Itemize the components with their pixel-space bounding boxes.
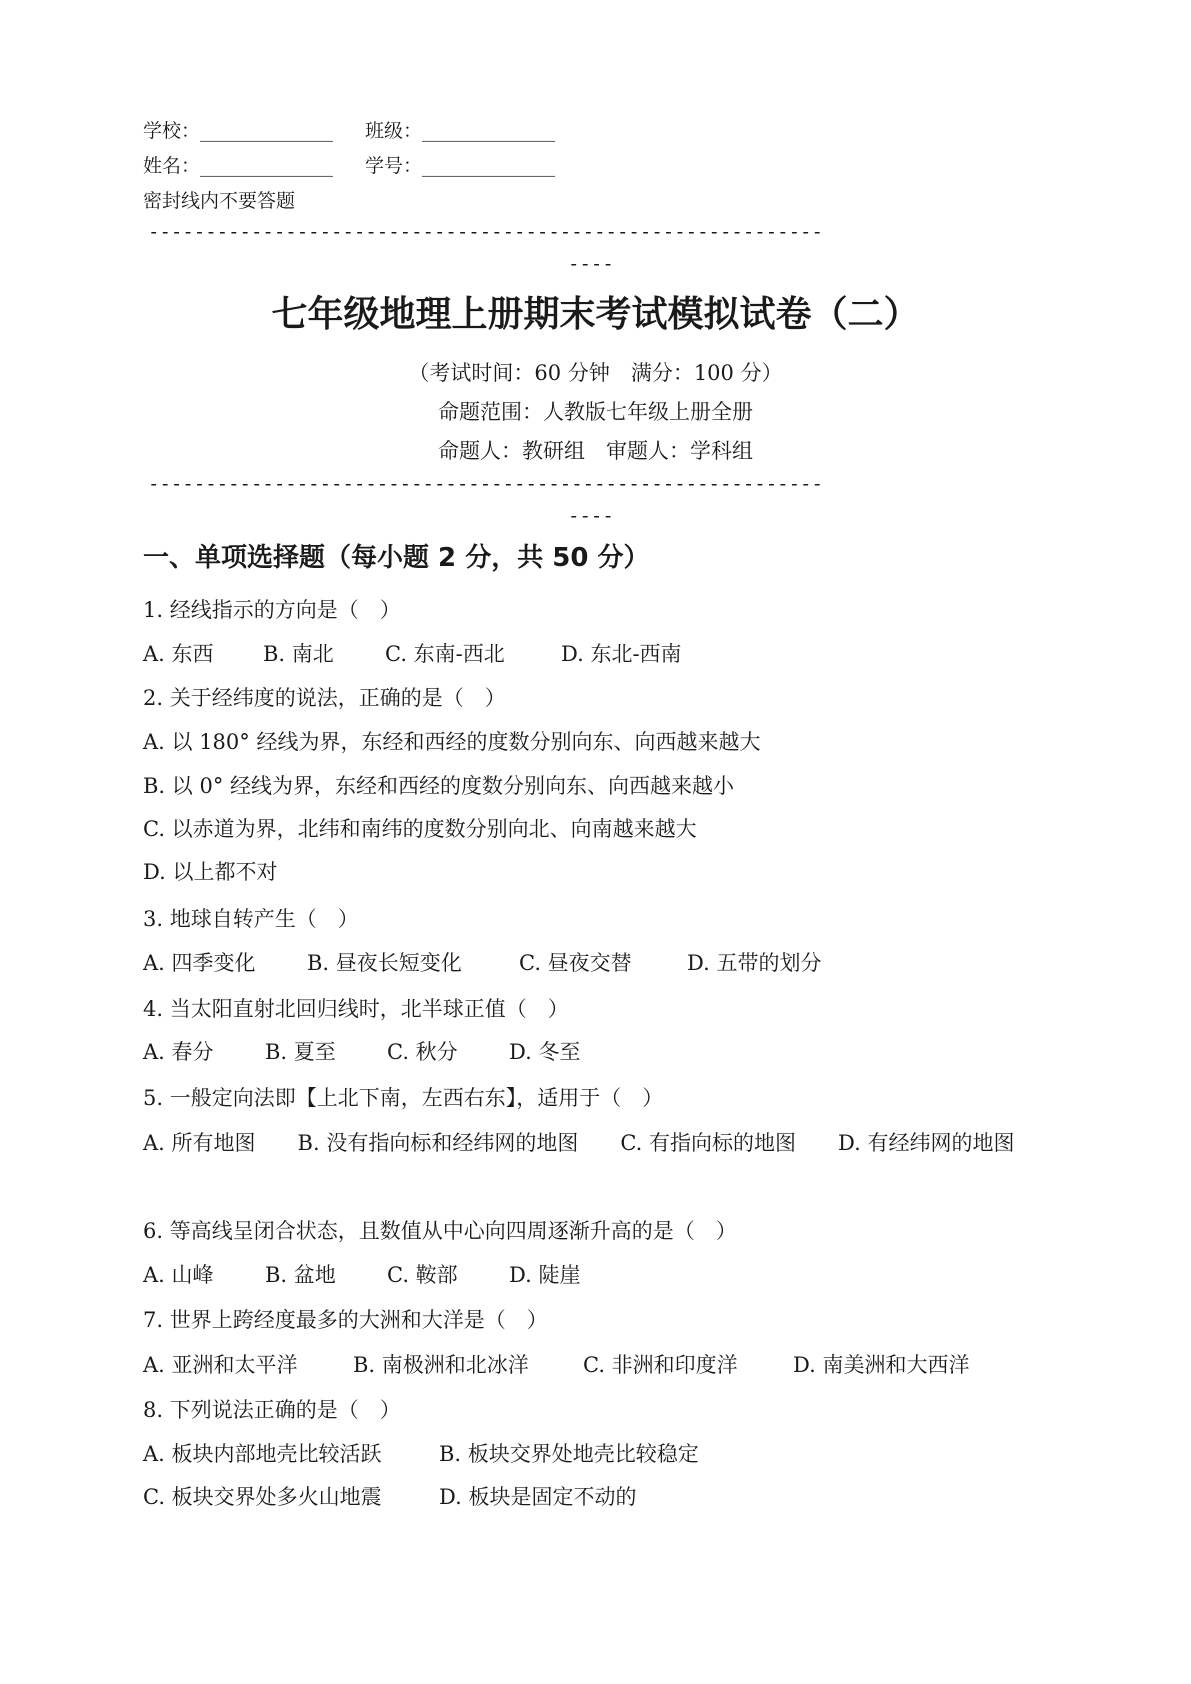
separator-line-tail: ----	[568, 253, 614, 275]
time-score-line: （考试时间：60 分钟 满分：100 分）	[408, 361, 783, 385]
question-options	[143, 1037, 580, 1067]
option[interactable]: D. 冬至	[509, 1040, 581, 1064]
option[interactable]: C. 秋分	[387, 1040, 458, 1064]
option[interactable]: A. 山峰	[143, 1263, 214, 1287]
question-stem: 5. 一般定向法即【上北下南，左西右东】，适用于（ ）	[143, 1086, 664, 1110]
school-row	[143, 116, 333, 143]
question-stem: 7. 世界上跨经度最多的大洲和大洋是（ ）	[143, 1308, 548, 1332]
option[interactable]: C. 东南-西北	[385, 642, 505, 666]
option[interactable]: C. 鞍部	[387, 1263, 458, 1287]
option[interactable]: C. 以赤道为界，北纬和南纬的度数分别向北、向南越来越大	[143, 817, 697, 841]
id-blank[interactable]: ______________	[422, 155, 556, 177]
option[interactable]: D. 陡崖	[509, 1263, 581, 1287]
option[interactable]: A. 东西	[143, 642, 214, 666]
option[interactable]: C. 有指向标的地图	[620, 1131, 796, 1155]
option[interactable]: B. 没有指向标和经纬网的地图	[297, 1131, 579, 1155]
option[interactable]: B. 以 0° 经线为界，东经和西经的度数分别向东、向西越来越小	[143, 774, 734, 798]
option[interactable]: A. 四季变化	[143, 951, 256, 975]
id-row	[365, 151, 555, 178]
option[interactable]: C. 非洲和印度洋	[583, 1353, 738, 1377]
id-label: 学号：	[365, 155, 423, 177]
option[interactable]: B. 南极洲和北冰洋	[353, 1353, 529, 1377]
question-stem: 4. 当太阳直射北回归线时，北半球正值（ ）	[143, 997, 569, 1021]
option[interactable]: A. 所有地图	[143, 1131, 256, 1155]
section-heading: 一、单项选择题（每小题 2 分，共 50 分）	[143, 543, 650, 573]
option[interactable]: D. 南美洲和大西洋	[793, 1353, 970, 1377]
option[interactable]: A. 春分	[143, 1040, 214, 1064]
option[interactable]: A. 板块内部地壳比较活跃	[143, 1442, 382, 1466]
option[interactable]: D. 板块是固定不动的	[439, 1485, 637, 1509]
option[interactable]: B. 夏至	[265, 1040, 336, 1064]
separator-line: -----------------------------------------------------------	[148, 221, 823, 243]
question-options	[143, 948, 821, 978]
question-options	[143, 1121, 1063, 1165]
option[interactable]: D. 五带的划分	[687, 951, 822, 975]
question-options	[143, 639, 682, 669]
name-label: 姓名：	[143, 155, 201, 177]
school-label: 学校：	[143, 120, 201, 142]
exam-title: 七年级地理上册期末考试模拟试卷（二）	[271, 294, 920, 335]
option[interactable]: B. 盆地	[265, 1263, 336, 1287]
separator-line-tail: ----	[568, 505, 614, 527]
name-row	[143, 151, 333, 178]
option[interactable]: D. 东北-西南	[561, 642, 682, 666]
option[interactable]: B. 南北	[263, 642, 334, 666]
name-blank[interactable]: ______________	[200, 155, 334, 177]
authors-line: 命题人：教研组 审题人：学科组	[438, 439, 753, 463]
question-options	[143, 1350, 969, 1380]
option[interactable]: B. 板块交界处地壳比较稳定	[439, 1442, 699, 1466]
question-stem: 2. 关于经纬度的说法，正确的是（ ）	[143, 686, 506, 710]
school-blank[interactable]: ______________	[200, 120, 334, 142]
question-stem: 1. 经线指示的方向是（ ）	[143, 598, 401, 622]
option[interactable]: A. 亚洲和太平洋	[143, 1353, 298, 1377]
option[interactable]: D. 有经纬网的地图	[838, 1131, 1015, 1155]
class-row	[365, 116, 555, 143]
option[interactable]: A. 以 180° 经线为界，东经和西经的度数分别向东、向西越来越大	[143, 730, 761, 754]
scope-line: 命题范围：人教版七年级上册全册	[438, 400, 753, 424]
class-blank[interactable]: ______________	[422, 120, 556, 142]
separator-line: -----------------------------------------------------------	[148, 473, 823, 495]
question-stem: 6. 等高线呈闭合状态，且数值从中心向四周逐渐升高的是（ ）	[143, 1219, 737, 1243]
question-options	[143, 1260, 580, 1290]
question-stem: 8. 下列说法正确的是（ ）	[143, 1398, 401, 1422]
option[interactable]: C. 板块交界处多火山地震	[143, 1485, 382, 1509]
question-options	[143, 1482, 636, 1512]
question-stem: 3. 地球自转产生（ ）	[143, 907, 359, 931]
seal-note: 密封线内不要答题	[143, 190, 296, 212]
option[interactable]: D. 以上都不对	[143, 860, 278, 884]
question-options	[143, 1439, 699, 1469]
option[interactable]: C. 昼夜交替	[519, 951, 632, 975]
class-label: 班级：	[365, 120, 423, 142]
option[interactable]: B. 昼夜长短变化	[307, 951, 462, 975]
